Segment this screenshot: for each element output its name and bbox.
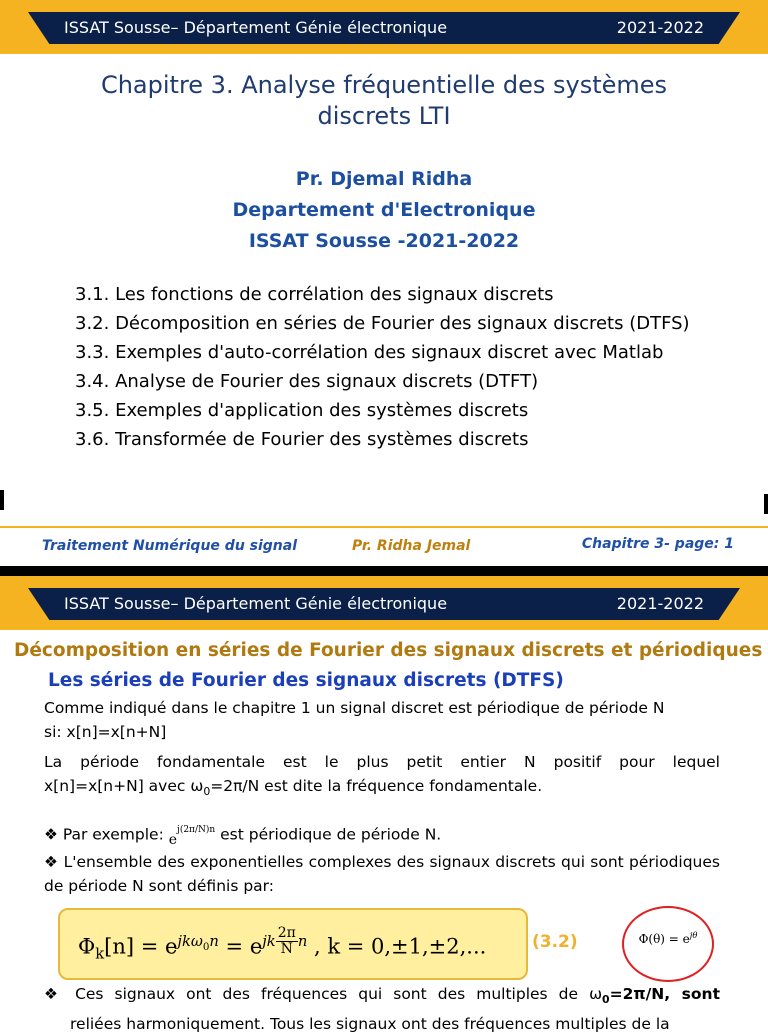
formula-box [58,908,528,980]
header-institution: ISSAT Sousse– Département Génie électronique [64,18,448,37]
slide-header [0,0,768,54]
paragraph-periodicity [44,696,720,744]
bullet-example [44,820,720,848]
bullet-harmonics [44,982,720,1036]
department-name: Departement d'Electronique [232,199,536,221]
equation-number: (3.2) [532,932,578,952]
slide-separator [0,566,768,576]
toc-item: 3.1. Les fonctions de corrélation des signaux discrets [75,284,554,305]
subsection-heading: Les séries de Fourier des signaux discrets (DTFS) [48,670,564,691]
footer-course: Traitement Numérique du signal [42,538,298,554]
paragraph-line: Comme indiqué dans le chapitre 1 un signal discret est périodique de période N [44,699,665,717]
paragraph-line: reliées harmoniquement. Tous les signaux ont des fréquences multiples de la [70,1015,670,1034]
author-name: Pr. Djemal Ridha [295,168,473,190]
school-name: ISSAT Sousse -2021-2022 [248,230,520,252]
text-run: =2π/N, sont [609,985,720,1003]
inline-exponential: $e^{j(2\pi/N)n}$ [168,825,216,848]
text-run: x[n]=x[n+N] avec ω [44,777,204,795]
toc-item: 3.2. Décomposition en séries de Fourier des signaux discrets (DTFS) [75,313,690,334]
table-of-contents [75,280,690,454]
header-year: 2021-2022 [616,18,704,37]
title-line-2: discrets LTI [317,102,451,130]
text-run: L'ensemble des exponentielles complexes des signaux discrets qui sont périodiques de période N sont définis par: [44,853,720,895]
paragraph-fundamental [44,750,720,804]
paragraph-line [44,982,720,1012]
slide-title [40,70,728,132]
slide-header [0,576,768,630]
header-year: 2021-2022 [616,594,704,613]
text-run: Ces signaux ont des fréquences qui sont des multiples de ω [75,985,603,1003]
footer-page: Chapitre 3- page: 1 [581,536,734,552]
paragraph-line: si: x[n]=x[n+N] [44,723,167,741]
toc-item: 3.5. Exemples d'application des systèmes discrets [75,400,529,421]
diamond-bullet-icon: ❖ [44,853,59,871]
diamond-bullet-icon: ❖ [44,985,65,1003]
footer-author: Pr. Ridha Jemal [352,538,471,554]
annotation-circle [622,906,714,982]
slide-2 [0,576,768,1034]
text-run: =2π/N est dite la fréquence fondamentale. [210,777,543,795]
slide-edge-mark [0,490,4,510]
bullet-set [44,850,720,898]
paragraph-line: La période fondamentale est le plus petit entier N positif pour lequel [44,753,720,771]
paragraph-line [44,774,720,804]
header-institution: ISSAT Sousse– Département Génie électronique [64,594,448,613]
toc-item: 3.6. Transformée de Fourier des systèmes discrets [75,429,529,450]
circle-formula: $\Phi(\theta) = e^{j\theta}$ [638,930,698,946]
text-run: Par exemple: [62,825,164,844]
subscript: 0 [203,785,211,799]
toc-item: 3.4. Analyse de Fourier des signaux discrets (DTFT) [75,371,539,392]
equation-3-2: $\Phi_k[n] = e^{jk\omega_0n} = e^{jk \frac{2\pi}{N} n}$ , k = 0,±1,±2,... [78,925,487,963]
subscript: 0 [602,993,610,1007]
title-line-1: Chapitre 3. Analyse fréquentielle des systèmes [100,71,668,99]
slide-edge-mark [764,494,768,514]
text-run: est périodique de période N. [220,825,442,844]
toc-item: 3.3. Exemples d'auto-corrélation des signaux discret avec Matlab [75,342,664,363]
diamond-bullet-icon: ❖ [44,825,58,844]
section-heading: Décomposition en séries de Fourier des signaux discrets et périodiques [14,640,763,661]
footer-divider [0,526,768,528]
